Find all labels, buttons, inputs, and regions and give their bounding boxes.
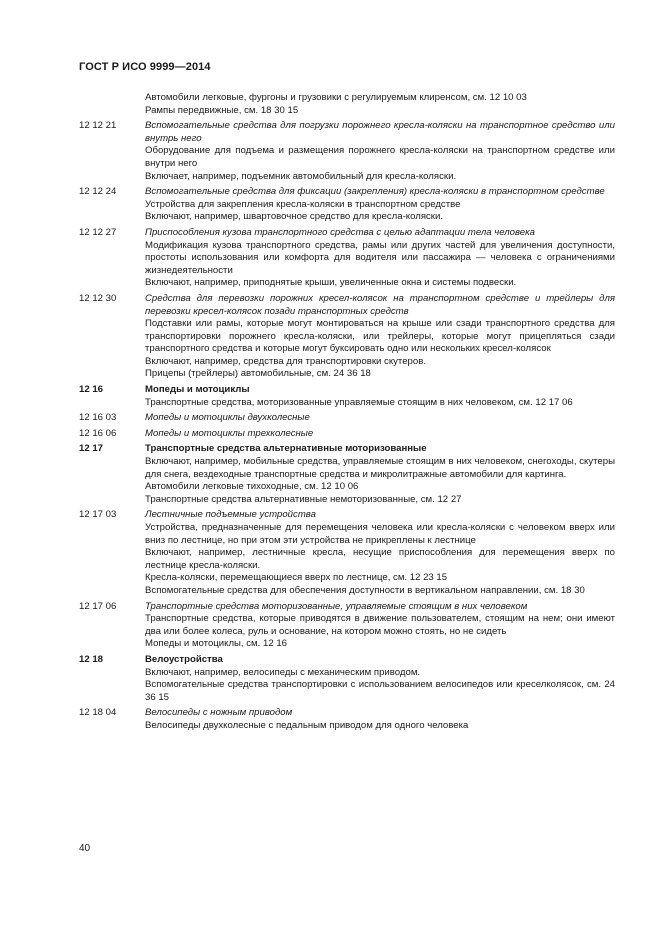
entry-title: Мопеды и мотоциклы трехколесные — [145, 427, 314, 439]
entry-body — [145, 412, 615, 425]
classification-entry — [79, 654, 615, 704]
entry-body — [145, 443, 615, 506]
classification-entry — [79, 120, 615, 183]
classification-entry — [79, 384, 615, 409]
classification-entry — [79, 412, 615, 425]
entry-description: Модификация кузова транспортного средства, рамы или других частей для увеличения доступности, простоты использования или комфорта для водителя или пассажира — человека с ограничениями жизнедеятельности — [145, 239, 615, 276]
entry-description: Включают, например, мобильные средства, управляемые стоящим в них человеком, снегоходы, скутеры для снега, вездеходные транспортные средства и микролитражные автомобили для картинга. — [145, 456, 615, 480]
entry-title: Вспомогательные средства для фиксации (закрепления) кресла-коляски в транспортном средстве — [145, 186, 605, 198]
entry-code: 12 17 — [79, 443, 104, 455]
classification-entry — [79, 186, 615, 224]
entry-description: Транспортные средства альтернативные немоторизованные, см. 12 27 — [145, 493, 462, 505]
entry-title: Велосипеды с ножным приводом — [145, 707, 293, 719]
entry-description: Велосипеды двухколесные с педальным приводом для одного человека — [145, 719, 469, 731]
entry-description: Вспомогательные средства транспортировки с использованием велосипедов или креселколясок, см. 24 36 15 — [145, 679, 615, 703]
entry-code: 12 17 06 — [79, 600, 117, 612]
entry-description: Включают, например, средства для транспортировки скутеров. — [145, 355, 426, 367]
entry-body — [145, 428, 615, 441]
entry-title: Мопеды и мотоциклы двухколесные — [145, 412, 310, 424]
entry-title: Приспособления кузова транспортного средства с целью адаптации тела человека — [145, 226, 536, 238]
entry-code: 12 18 — [79, 653, 104, 665]
entry-code: 12 17 03 — [79, 509, 117, 521]
entry-code — [79, 92, 145, 117]
entry-title: Мопеды и мотоциклы — [145, 384, 250, 396]
entry-code: 12 12 30 — [79, 292, 117, 304]
entry-body — [145, 293, 615, 381]
entry-description: Транспортные средства, которые приводятся в движение пользователем, стоящим на нем; они имеют два или более колеса, руль и основание, на котором можно стоять, но не сидеть — [145, 613, 615, 637]
entry-description: Автомобили легковые, фургоны и грузовики с регулируемым клиренсом, см. 12 10 03 — [145, 92, 527, 103]
classification-entry — [79, 707, 615, 732]
classification-entry — [79, 293, 615, 381]
entry-description: Подставки или рамы, которые могут монтироваться на крыше или сзади транспортного средства для транспортировки порожнего кресла-коляски, или трейлеры, которые могут прицепляться сзади транспортного средства и которые могут буксировать одно или нескольких кресел-колясок — [145, 318, 615, 355]
entry-description: Устройства, предназначенные для перемещения человека или кресла-коляски с человеком вверх или вниз по лестнице, но при этом эти устройства не прикреплены к лестнице — [145, 522, 615, 546]
entry-description: Включают, например, швартовочное средство для кресла-коляски. — [145, 211, 444, 223]
entry-title: Средства для перевозки порожних кресел-колясок на транспортном средстве и трейлеры для перевозки кресел-колясок позади транспортных средств — [145, 292, 615, 317]
classification-entry — [79, 601, 615, 651]
entry-description: Прицепы (трейлеры) автомобильные, см. 24 36 18 — [145, 368, 371, 380]
classification-entry — [79, 509, 615, 597]
page-number: 40 — [79, 843, 91, 854]
entry-title: Транспортные средства альтернативные моторизованные — [145, 443, 427, 455]
entry-title: Транспортные средства моторизованные, управляемые стоящим в них человеком — [145, 600, 528, 612]
entry-body — [145, 92, 615, 117]
entry-description: Устройства для закрепления кресла-коляски в транспортном средстве — [145, 198, 461, 210]
entry-body — [145, 120, 615, 183]
entry-title: Вспомогательные средства для погрузки порожнего кресла-коляски на транспортное средство или внутрь него — [145, 120, 615, 144]
entry-description: Оборудование для подъема и размещения порожнего кресла-коляски на транспортном средстве или внутри него — [145, 145, 615, 169]
entry-code: 12 16 — [79, 384, 104, 396]
entry-description: Мопеды и мотоциклы, см. 12 16 — [145, 638, 287, 650]
classification-entry — [79, 92, 615, 117]
entry-body — [145, 654, 615, 704]
entry-code: 12 12 21 — [79, 120, 117, 132]
entry-description: Включают, например, велосипеды с механическим приводом. — [145, 666, 421, 678]
entry-description: Транспортные средства, моторизованные управляемые стоящим в них человеком, см. 12 17 06 — [145, 396, 573, 408]
classification-entry — [79, 428, 615, 441]
entry-body — [145, 384, 615, 409]
entry-code: 12 16 06 — [79, 427, 117, 439]
classification-entry — [79, 227, 615, 290]
classification-entry — [79, 443, 615, 506]
entry-description: Кресла-коляски, перемещающиеся вверх по лестнице, см. 12 23 15 — [145, 572, 448, 584]
entry-description: Автомобили легковые тихоходные, см. 12 10 06 — [145, 481, 359, 493]
entry-body — [145, 186, 615, 224]
entry-body — [145, 227, 615, 290]
entry-title: Велоустройства — [145, 653, 223, 665]
entry-description: Включают, например, лестничные кресла, несущие приспособления для перемещения вверх по лестнице кресла-коляски. — [145, 547, 615, 571]
entry-body — [145, 601, 615, 651]
entry-description: Включают, например, приподнятые крыши, увеличенные окна и системы подвески. — [145, 277, 517, 289]
entry-description: Рампы передвижные, см. 18 30 15 — [145, 104, 299, 116]
entry-body — [145, 509, 615, 597]
entry-description: Вспомогательные средства для обеспечения доступности в вертикальном направлении, см. 18 30 — [145, 584, 585, 596]
entry-code: 12 16 03 — [79, 412, 117, 424]
entry-code: 12 18 04 — [79, 707, 117, 719]
classification-list — [79, 92, 615, 736]
document-header: ГОСТ Р ИСО 9999—2014 — [79, 61, 211, 73]
entry-code: 12 12 24 — [79, 186, 117, 198]
entry-code: 12 12 27 — [79, 226, 117, 238]
entry-description: Включает, например, подъемник автомобильный для кресла-коляски. — [145, 170, 457, 182]
entry-title: Лестничные подъемные устройства — [145, 509, 316, 521]
entry-body — [145, 707, 615, 732]
